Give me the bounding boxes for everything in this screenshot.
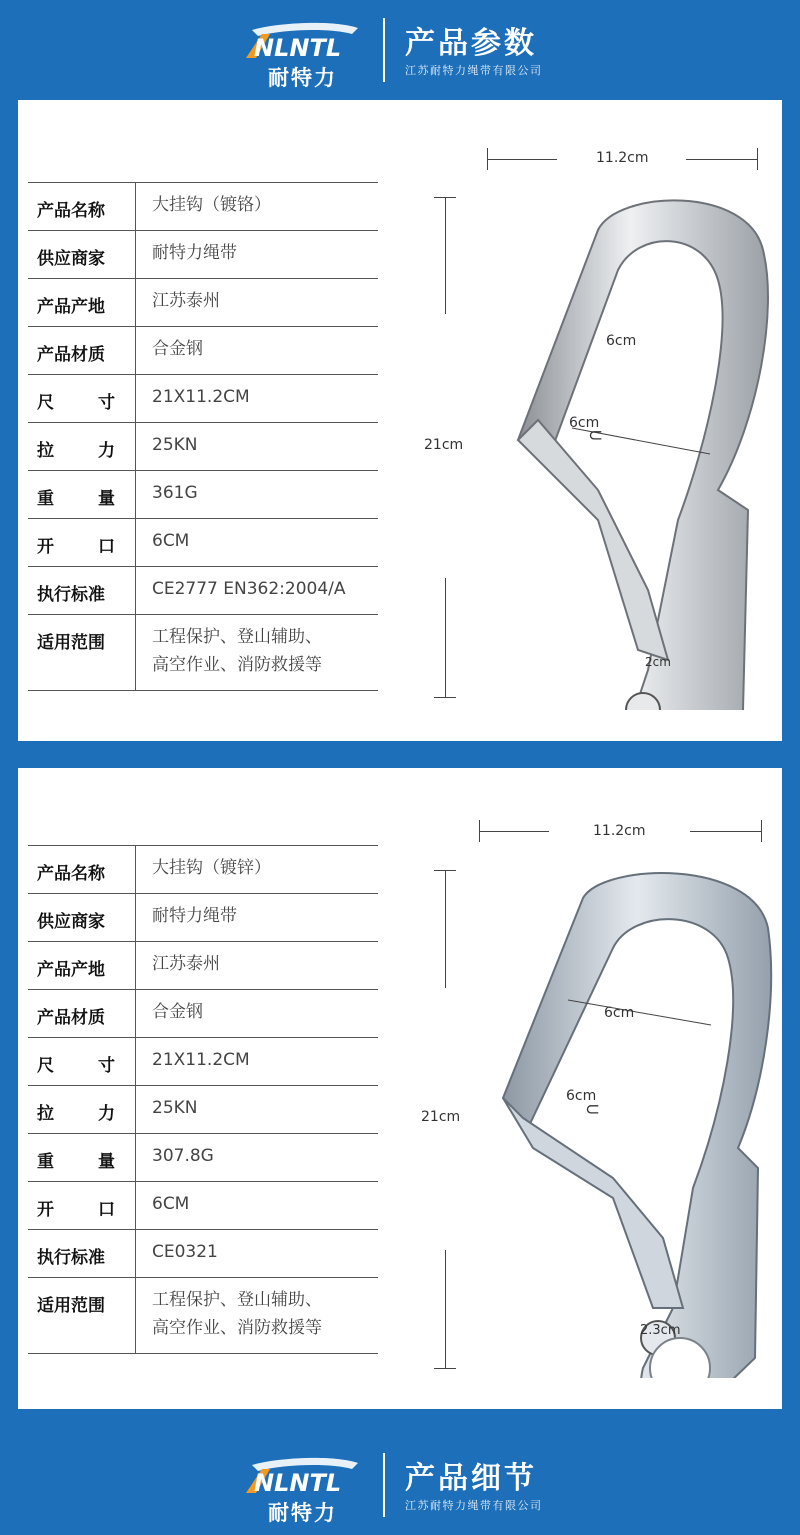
brand-name: 耐特力: [268, 1501, 337, 1525]
spec-label-char: 寸: [98, 393, 115, 413]
header-divider: [383, 18, 385, 82]
spec-label-char: 开: [37, 537, 54, 557]
logo-mark-icon: [240, 1455, 365, 1499]
spec-label-char: 寸: [98, 1056, 115, 1076]
spec-label: 产品产地: [28, 279, 136, 326]
brand-logo: [240, 20, 365, 90]
dim-line: [686, 159, 757, 160]
spec-label-char: 力: [98, 441, 115, 461]
dim-line: [690, 831, 761, 832]
width-dimension: 11.2cm: [593, 823, 646, 839]
spec-row: [28, 470, 378, 518]
dim-line: [479, 831, 549, 832]
spec-label: 执行标准: [28, 1230, 136, 1277]
header-company: 江苏耐特力绳带有限公司: [405, 64, 543, 77]
spec-row: [28, 278, 378, 326]
spec-row: [28, 1229, 378, 1277]
spec-value: 307.8G: [152, 1146, 214, 1166]
spec-label: 适用范围: [28, 1278, 136, 1353]
spec-label-char: 拉: [37, 441, 54, 461]
spec-value: 江苏泰州: [152, 291, 220, 311]
height-dimension: 21cm: [424, 437, 464, 453]
spec-label-char: 拉: [37, 1104, 54, 1124]
spec-label-char: 口: [98, 1200, 115, 1220]
spec-label-char: 量: [98, 1152, 115, 1172]
spec-value: 21X11.2CM: [152, 1050, 250, 1070]
spec-value: 耐特力绳带: [152, 906, 237, 926]
spec-row: [28, 1037, 378, 1085]
spec-table: [28, 182, 378, 691]
dim-line: [445, 578, 446, 697]
spec-value: CE0321: [152, 1242, 218, 1262]
dim-line: [445, 197, 446, 314]
dim-tick: [761, 820, 762, 842]
spec-label-char: 尺: [37, 393, 54, 413]
spec-row: [28, 1277, 378, 1354]
svg-text:NLNTL: NLNTL: [254, 34, 342, 62]
dim-tick: [434, 697, 456, 698]
spec-row: [28, 893, 378, 941]
header-top: [0, 0, 800, 100]
dim-line: [487, 159, 557, 160]
spec-label: 产品材质: [28, 990, 136, 1037]
svg-text:NLNTL: NLNTL: [254, 1469, 342, 1497]
spec-table: [28, 845, 378, 1354]
spec-label: [28, 375, 136, 422]
product-panel-chrome: [18, 100, 782, 741]
spec-value: 大挂钩（镀锌）: [152, 858, 271, 878]
opening-dimension: 6cm: [569, 415, 600, 431]
spec-value: 25KN: [152, 1098, 198, 1118]
spec-row: [28, 845, 378, 893]
spec-label-char: 开: [37, 1200, 54, 1220]
spec-value: 21X11.2CM: [152, 387, 250, 407]
spec-label-char: 重: [37, 489, 54, 509]
height-dimension: 21cm: [421, 1109, 461, 1125]
product-panel-zinc: [18, 768, 782, 1409]
spec-row: [28, 326, 378, 374]
width-dimension: 11.2cm: [596, 150, 649, 166]
inner-width-dimension: 6cm: [606, 333, 637, 349]
spec-row: [28, 1085, 378, 1133]
dim-line: [445, 870, 446, 988]
dim-tick: [434, 1368, 456, 1369]
rotate-arrow-icon: ⊂: [588, 425, 604, 446]
header-company: 江苏耐特力绳带有限公司: [405, 1499, 543, 1512]
opening-dimension: 6cm: [566, 1088, 597, 1104]
spec-row: [28, 230, 378, 278]
spec-label-char: 量: [98, 489, 115, 509]
logo-mark-icon: [240, 20, 365, 64]
spec-label: [28, 1086, 136, 1133]
spec-value: 江苏泰州: [152, 954, 220, 974]
brand-name: 耐特力: [268, 66, 337, 90]
spec-value: 合金钢: [152, 1002, 203, 1022]
eye-dimension: 2.3cm: [640, 1323, 681, 1338]
spec-row: [28, 374, 378, 422]
spec-row: [28, 941, 378, 989]
spec-label: [28, 1134, 136, 1181]
spec-label: 适用范围: [28, 615, 136, 690]
spec-row: [28, 422, 378, 470]
spec-row: [28, 518, 378, 566]
spec-value: 工程保护、登山辅助、 高空作业、消防救援等: [152, 1290, 322, 1338]
spec-label-char: 尺: [37, 1056, 54, 1076]
spec-label-char: 重: [37, 1152, 54, 1172]
header-bottom: [0, 1435, 800, 1535]
spec-value: 大挂钩（镀铬）: [152, 195, 271, 215]
header-divider: [383, 1453, 385, 1517]
spec-label: 执行标准: [28, 567, 136, 614]
snap-hook-chrome-image: [478, 190, 778, 710]
header-title: 产品参数: [405, 26, 537, 61]
spec-label: 产品名称: [28, 846, 136, 893]
spec-label: 供应商家: [28, 231, 136, 278]
spec-value: 25KN: [152, 435, 198, 455]
spec-value: 361G: [152, 483, 198, 503]
inner-width-dimension: 6cm: [604, 1005, 635, 1021]
dim-line: [445, 1250, 446, 1368]
spec-label-char: 口: [98, 537, 115, 557]
spec-value: 6CM: [152, 1194, 190, 1214]
spec-row: [28, 182, 378, 230]
spec-label: [28, 471, 136, 518]
spec-value: 工程保护、登山辅助、 高空作业、消防救援等: [152, 627, 322, 675]
rotate-arrow-icon: ⊂: [585, 1099, 601, 1120]
eye-dimension: 2cm: [645, 655, 671, 669]
header-title: 产品细节: [405, 1461, 537, 1496]
spec-value: 合金钢: [152, 339, 203, 359]
spec-label: [28, 1038, 136, 1085]
dim-tick: [757, 148, 758, 170]
spec-row: [28, 989, 378, 1037]
spec-label: 产品材质: [28, 327, 136, 374]
brand-logo: [240, 1455, 365, 1525]
spec-value: CE2777 EN362:2004/A: [152, 579, 346, 599]
spec-row: [28, 566, 378, 614]
spec-label: [28, 1182, 136, 1229]
spec-value: 耐特力绳带: [152, 243, 237, 263]
spec-label: 供应商家: [28, 894, 136, 941]
spec-label: [28, 519, 136, 566]
spec-label-char: 力: [98, 1104, 115, 1124]
spec-label: [28, 423, 136, 470]
spec-label: 产品产地: [28, 942, 136, 989]
spec-label: 产品名称: [28, 183, 136, 230]
spec-value: 6CM: [152, 531, 190, 551]
spec-row: [28, 614, 378, 691]
spec-row: [28, 1181, 378, 1229]
snap-hook-zinc-image: [473, 868, 773, 1378]
spec-row: [28, 1133, 378, 1181]
